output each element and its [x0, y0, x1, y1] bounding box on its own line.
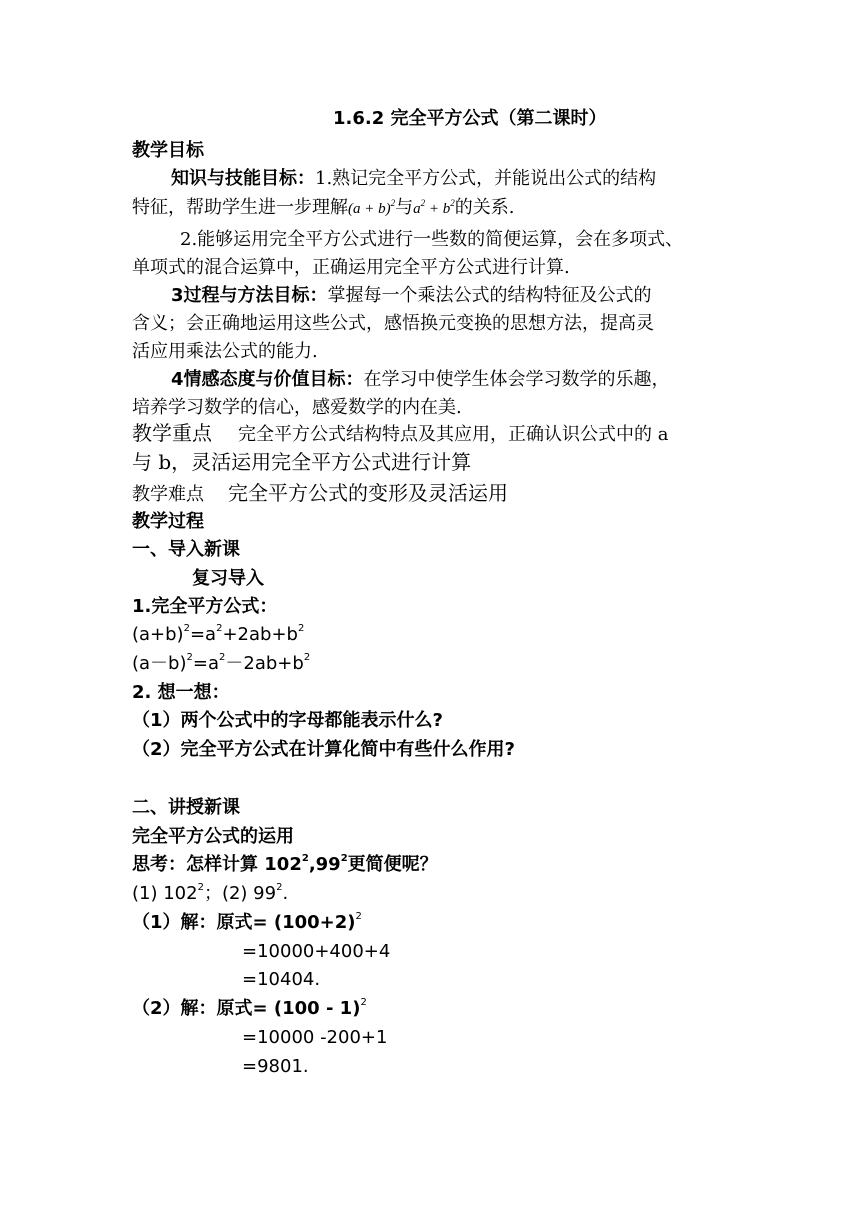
examples: (1) $102^2$；(2) $99^2$.: [132, 882, 289, 904]
knowledge-goal-text: 1.熟记完全平方公式，并能说出公式的结构: [315, 168, 657, 189]
process-goal-line-1: [171, 284, 652, 308]
knowledge-goal-line-1: [171, 167, 656, 191]
knowledge-goal-text: 的关系.: [454, 197, 515, 218]
subtitle: 完全平方公式的运用: [132, 826, 294, 847]
item-1: 1.完全平方公式：: [132, 596, 278, 617]
process-goal-label: 3过程与方法目标：: [171, 285, 328, 306]
solution-2-line-1: （2）解：原式= (100 - 1)$^2$: [132, 997, 367, 1019]
knowledge-goal-line-4: 单项式的混合运算中，正确运用完全平方公式进行计算.: [132, 257, 570, 278]
review-heading: 复习导入: [192, 568, 264, 589]
key-points-line-2: 与 b，灵活运用完全平方公式进行计算: [132, 450, 472, 474]
section-2-heading: 二、讲授新课: [132, 797, 240, 818]
process-goal-text: 掌握每一个乘法公式的结构特征及公式的: [327, 285, 652, 306]
solution-1-line-1: （1）解：原式= $(100+2)^2$: [132, 911, 362, 933]
process-goal-line-2: 含义；会正确地运用这些公式，感悟换元变换的思想方法，提高灵: [132, 313, 654, 334]
process-heading: 教学过程: [132, 511, 204, 532]
key-points-line-1: [132, 421, 668, 447]
goals-heading: 教学目标: [132, 140, 204, 161]
solution-2-line-2: =10000 -200+1: [242, 1027, 388, 1048]
formula-a-plus-b-squared: $(a + b)^2$: [348, 198, 396, 217]
knowledge-goal-line-2: [132, 196, 514, 221]
difficulty-line: [132, 481, 508, 507]
question-2: （2）完全平方公式在计算化简中有些什么作用?: [132, 739, 515, 760]
knowledge-goal-text: 与: [395, 197, 414, 218]
knowledge-goal-line-3: 2.能够运用完全平方公式进行一些数的简便运算，会在多项式、: [180, 229, 684, 250]
emotion-goal-line-2: 培养学习数学的信心，感爱数学的内在美.: [132, 397, 462, 418]
solution-1-line-3: =10404.: [242, 969, 321, 990]
section-1-heading: 一、导入新课: [132, 539, 240, 560]
process-goal-line-3: 活应用乘法公式的能力.: [132, 341, 318, 362]
knowledge-goal-text: 特征，帮助学生进一步理解: [132, 197, 348, 218]
item-2: 2. 想一想：: [132, 682, 230, 703]
solution-2-line-3: =9801.: [242, 1056, 309, 1077]
emotion-goal-line-1: [171, 368, 670, 392]
emotion-goal-text: 在学习中使学生体会学习数学的乐趣，: [363, 369, 670, 390]
key-points-text: 完全平方公式结构特点及其应用，正确认识公式中的 a: [238, 424, 669, 445]
formula-2: $(a-b)^2=a^2-2ab+b^2$: [132, 652, 311, 674]
difficulty-label: 教学难点: [132, 484, 204, 505]
think-question: 思考：怎样计算 $102^2,99^2$更简便呢？: [132, 853, 438, 875]
question-1: （1）两个公式中的字母都能表示什么?: [132, 710, 443, 731]
solution-1-line-2: =10000+400+4: [242, 941, 391, 962]
formula-a2-plus-b2: $a^2 + b^2$: [413, 198, 455, 217]
key-points-label: 教学重点: [132, 421, 212, 445]
knowledge-goal-label: 知识与技能目标：: [171, 168, 315, 189]
difficulty-text: 完全平方公式的变形及灵活运用: [228, 481, 508, 505]
emotion-goal-label: 4情感态度与价值目标：: [171, 369, 364, 390]
formula-1: $(a+b)^2=a^2+2ab+b^2$: [132, 623, 305, 645]
page-title: 1.6.2 完全平方公式（第二课时）: [333, 108, 607, 129]
